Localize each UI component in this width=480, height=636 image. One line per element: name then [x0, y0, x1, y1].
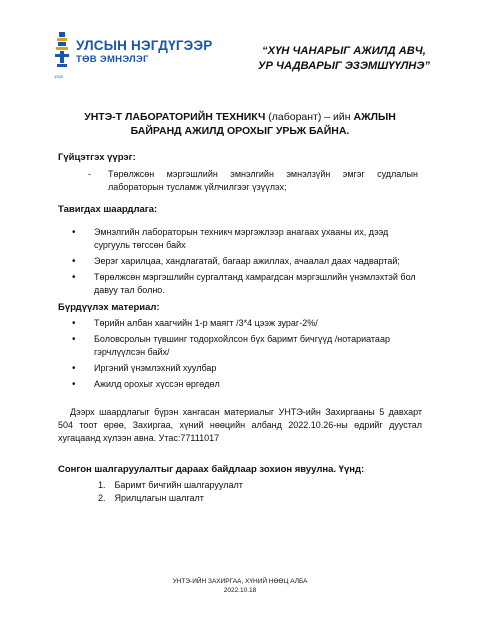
hospital-logo [54, 32, 244, 79]
title-line-2: БАЙРАНД АЖИЛД ОРОХЫГ УРЬЖ БАЙНА. [130, 125, 350, 137]
selection-item-text: Ярилцлагын шалгалт [114, 493, 204, 503]
footer-department: УНТЭ-ИЙН ЗАХИРГАА, ХҮНИЙ НӨӨЦ АЛБА [172, 578, 308, 585]
title-part-3: АЖЛЫН [353, 111, 396, 123]
material-item: • Ажилд орохыг хүссэн өргөдөл [68, 378, 424, 391]
materials-heading: Бүрдүүлэх материал: [58, 302, 160, 313]
title-part-2: (лаборант) – ийн [268, 111, 351, 123]
requirements-heading: Тавигдах шаардлага: [58, 204, 158, 215]
selection-item-number: 2. [98, 493, 106, 503]
submission-paragraph: Дээрх шаардлагыг бүрэн хангасан материалыг УНТЭ-ийн Захиргааны 5 давхарт 504 тоот өрөө, Захиргаа, хүний нөөцийн албанд 2022.10.26-ны өдрийг дуустал хугацаанд хүлээн авна. Утас:77111017 [58, 407, 422, 443]
slogan [258, 44, 430, 74]
founded-year: 1925 [54, 74, 63, 79]
duties-item [88, 168, 418, 194]
dash-marker: - [88, 169, 91, 179]
announcement-title [60, 110, 420, 138]
hospital-emblem-icon [54, 32, 70, 70]
selection-item [98, 492, 243, 505]
org-subname: ТӨВ ЭМНЭЛЭГ [76, 54, 149, 65]
duties-heading: Гүйцэтгэх үүрэг: [58, 152, 136, 163]
title-part-1: УНТЭ-Т ЛАБОРАТОРИЙН ТЕХНИКЧ [84, 111, 266, 123]
requirements-list [68, 226, 424, 300]
duties-item-text: Төрөлжсөн мэргэшлийн эмнэлгийн эмнэлзүйн эмгэг судлалын лабораторын тусламж үйлчилгээг үзүүлэх; [108, 169, 418, 192]
selection-item-text: Баримт бичгийн шалгаруулалт [114, 480, 243, 490]
materials-list [68, 317, 424, 394]
requirement-item: • Төрөлжсөн мэргэшлийн сургалтанд хамрагдсан мэргэшлийн үнэмлэхтэй бол давуу тал болно. [68, 271, 424, 297]
org-name: УЛСЫН НЭГДҮГЭЭР [76, 38, 213, 53]
requirement-item: • Эмнэлгийн лабораторын техникч мэргэжлээр анагаах ухааны их, дээд сургууль төгссөн байх [68, 226, 424, 252]
slogan-line-1: “ХҮН ЧАНАРЫГ АЖИЛД АВЧ, [262, 45, 426, 57]
material-item: • Иргэний үнэмлэхний хуулбар [68, 362, 424, 375]
requirement-item: • Эерэг харилцаа, хандлагатай, багаар ажиллах, ачаалал даах чадвартай; [68, 255, 424, 268]
selection-list [98, 479, 243, 505]
selection-item-number: 1. [98, 480, 106, 490]
selection-heading: Сонгон шалгаруулалтыг дараах байдлаар зохион явуулна. Үүнд: [58, 464, 365, 475]
material-item: • Боловсролын түвшинг тодорхойлсон бүх баримт бичгүүд /нотариатаар гэрчлүүлсэн байх/ [68, 333, 424, 359]
slogan-line-2: УР ЧАДВАРЫГ ЭЗЭМШҮҮЛНЭ” [257, 60, 430, 72]
footer [0, 577, 480, 595]
selection-item [98, 479, 243, 492]
material-item: • Төрийн албан хаагчийн 1-р маягт /3*4 цээж зураг-2%/ [68, 317, 424, 330]
footer-date: 2022.10.18 [223, 587, 257, 594]
